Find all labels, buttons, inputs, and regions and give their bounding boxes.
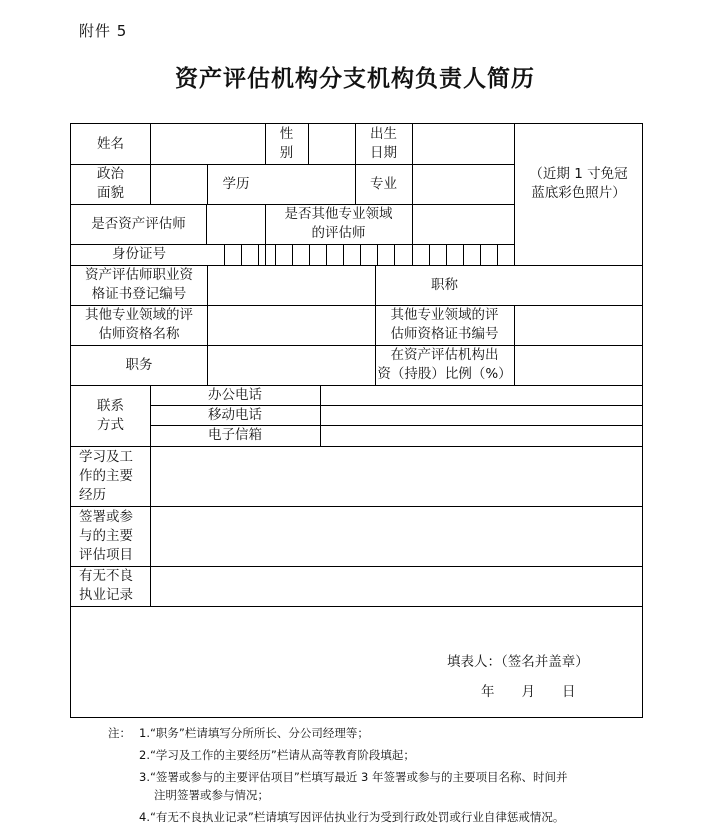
political-status-label: 政治 面貌: [97, 166, 124, 201]
position-label: 职务: [125, 356, 153, 373]
note-item: 2.“学习及工作的主要经历”栏请从高等教育阶段填起；: [139, 748, 415, 762]
fill-date-label: 年 月 日: [481, 683, 576, 700]
email-label: 电子信箱: [208, 427, 262, 443]
attachment-label: 附件 5: [79, 22, 128, 40]
education-label: 学历: [222, 175, 250, 192]
gender-label: 性 别: [279, 126, 294, 161]
note-item: 3.“签署或参与的主要评估项目”栏填写最近 3 年签署或参与的主要项目名称、时间并: [139, 770, 568, 784]
projects-field[interactable]: [151, 506, 643, 566]
work-history-label: 学习及工 作的主要 经历: [79, 448, 133, 503]
id-card-label: 身份证号: [112, 246, 166, 262]
note-item: 1.“职务”栏请填写分所所长、分公司经理等；: [139, 726, 369, 740]
major-label: 专业: [370, 175, 397, 192]
projects-label: 签署或参 与的主要 评估项目: [79, 508, 133, 563]
contact-label: 联系 方式: [97, 397, 124, 433]
work-history-field[interactable]: [151, 446, 643, 506]
cert-reg-no-label: 资产评估师职业资 格证书登记编号: [85, 267, 193, 302]
office-phone-label: 办公电话: [208, 386, 262, 403]
photo-placeholder: （近期 1 寸免冠 蓝底彩色照片）: [529, 166, 628, 201]
resume-form-table: [70, 123, 643, 718]
is-other-appraiser-label: 是否其他专业领域 的评估师: [284, 206, 393, 241]
bad-record-label: 有无不良 执业记录: [79, 568, 133, 603]
note-item: 注明签署或参与情况；: [154, 788, 269, 802]
bad-record-field[interactable]: [151, 566, 643, 606]
name-label: 姓名: [97, 135, 124, 152]
birth-date-label: 出生 日期: [370, 126, 397, 161]
is-appraiser-label: 是否资产评估师: [91, 215, 186, 232]
notes-prefix: 注：: [108, 726, 131, 740]
other-qualification-name-label: 其他专业领域的评 估师资格名称: [85, 307, 193, 342]
other-cert-no-label: 其他专业领域的评 估师资格证书编号: [390, 307, 499, 342]
note-item: 4.“有无不良执业记录”栏请填写因评估执业行为受到行政处罚或行业自律惩戒情况。: [139, 810, 565, 824]
mobile-phone-label: 移动电话: [208, 406, 262, 423]
title-rank-label: 职称: [431, 276, 458, 293]
filler-signature-label: 填表人：（签名并盖章）: [447, 653, 589, 670]
share-ratio-label: 在资产评估机构出 资（持股）比例（%）: [377, 347, 512, 382]
form-title: 资产评估机构分支机构负责人简历: [175, 65, 535, 92]
